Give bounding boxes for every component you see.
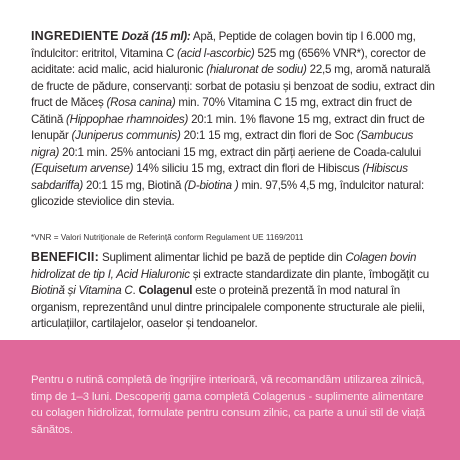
text-segment: Apă, Peptide de colagen bovin tip I 6.000 mg, îndulcitor: eritritol, Vitamina C — [31, 30, 416, 60]
text-segment: Supliment alimentar lichid pe bază de peptide din — [98, 251, 346, 264]
text-segment: 20:1 min. 25% antociani 15 mg, extract din părți aeriene de Coada-calului — [59, 145, 421, 159]
dose-label: Doză (15 ml): — [121, 30, 191, 43]
text-segment: 20:1 15 mg, extract din flori de Soc — [180, 129, 357, 142]
text-segment: min. 70% Vitamina C 15 mg, extract din fruct de Cătină — [31, 96, 412, 126]
recommendation-band — [0, 340, 460, 460]
text-segment: și extracte standardizate din plante, îmbogățit cu — [189, 267, 429, 281]
text-segment: (acid l-ascorbic) — [176, 46, 255, 60]
text-segment: 20:1 15 mg, Biotină — [83, 178, 185, 192]
text-segment: Colagenul — [138, 284, 193, 297]
benefits-heading: BENEFICII: — [31, 250, 99, 264]
ingredients-text — [31, 30, 435, 208]
text-segment: este o proteină prezentă în mod natural în organism, reprezentând unul dintre principalele componente structurale ale pielii, articulațiilor, cartilajelor, oaselor și tendoanelor. — [31, 284, 425, 330]
text-segment: 525 mg (656% VNR*), corector de aciditate: acid malic, acid hialuronic — [31, 46, 426, 76]
benefits-section — [31, 249, 435, 333]
text-segment: (Hippophae rhamnoides) — [65, 112, 189, 126]
text-segment: (Juniperus communis) — [71, 129, 181, 142]
text-segment: . — [132, 284, 139, 297]
text-segment: (hialuronat de sodiu) — [206, 63, 307, 76]
text-segment: min. 97,5% 4,5 mg, îndulcitor natural: glicozide steviolice din stevia. — [31, 178, 424, 208]
text-segment: (Sambucus nigra) — [31, 129, 414, 159]
text-segment: (Equisetum arvense) — [31, 162, 134, 175]
recommendation-text: Pentru o rutină completă de îngrijire interioară, vă recomandăm utilizarea zilnică, timp de 1–3 luni. Descoperiți gama completă Colagenus - suplimente alimentare cu colagen hidrolizat, formulate pentru consum zilnic, ca parte a unui stil de viață sănătos. — [31, 374, 425, 436]
text-segment: Biotină și Vitamina C — [31, 284, 133, 297]
text-segment: 14% siliciu 15 mg, extract din flori de Hibiscus — [133, 162, 363, 175]
ingredients-heading: INGREDIENTE — [31, 29, 119, 43]
ingredients-section — [31, 28, 435, 211]
text-segment: Colagen bovin hidrolizat de tip I, Acid Hialuronic — [31, 251, 417, 281]
vnr-footnote: *VNR = Valori Nutriționale de Referință conform Regulament UE 1169/2011 — [31, 233, 304, 242]
text-segment: (Hibiscus sabdariffa) — [31, 162, 408, 192]
text-segment: (D-biotina ) — [184, 178, 239, 192]
text-segment: 20:1 min. 1% flavone 15 mg, extract din fruct de Ienupăr — [31, 112, 425, 142]
text-segment: (Rosa canina) — [106, 96, 176, 109]
text-segment: 22,5 mg, aromă naturală de fructe de pădure, conservanți: sorbat de potasiu și benzoat de sodiu, extract din fruct de Măceș — [31, 63, 435, 109]
